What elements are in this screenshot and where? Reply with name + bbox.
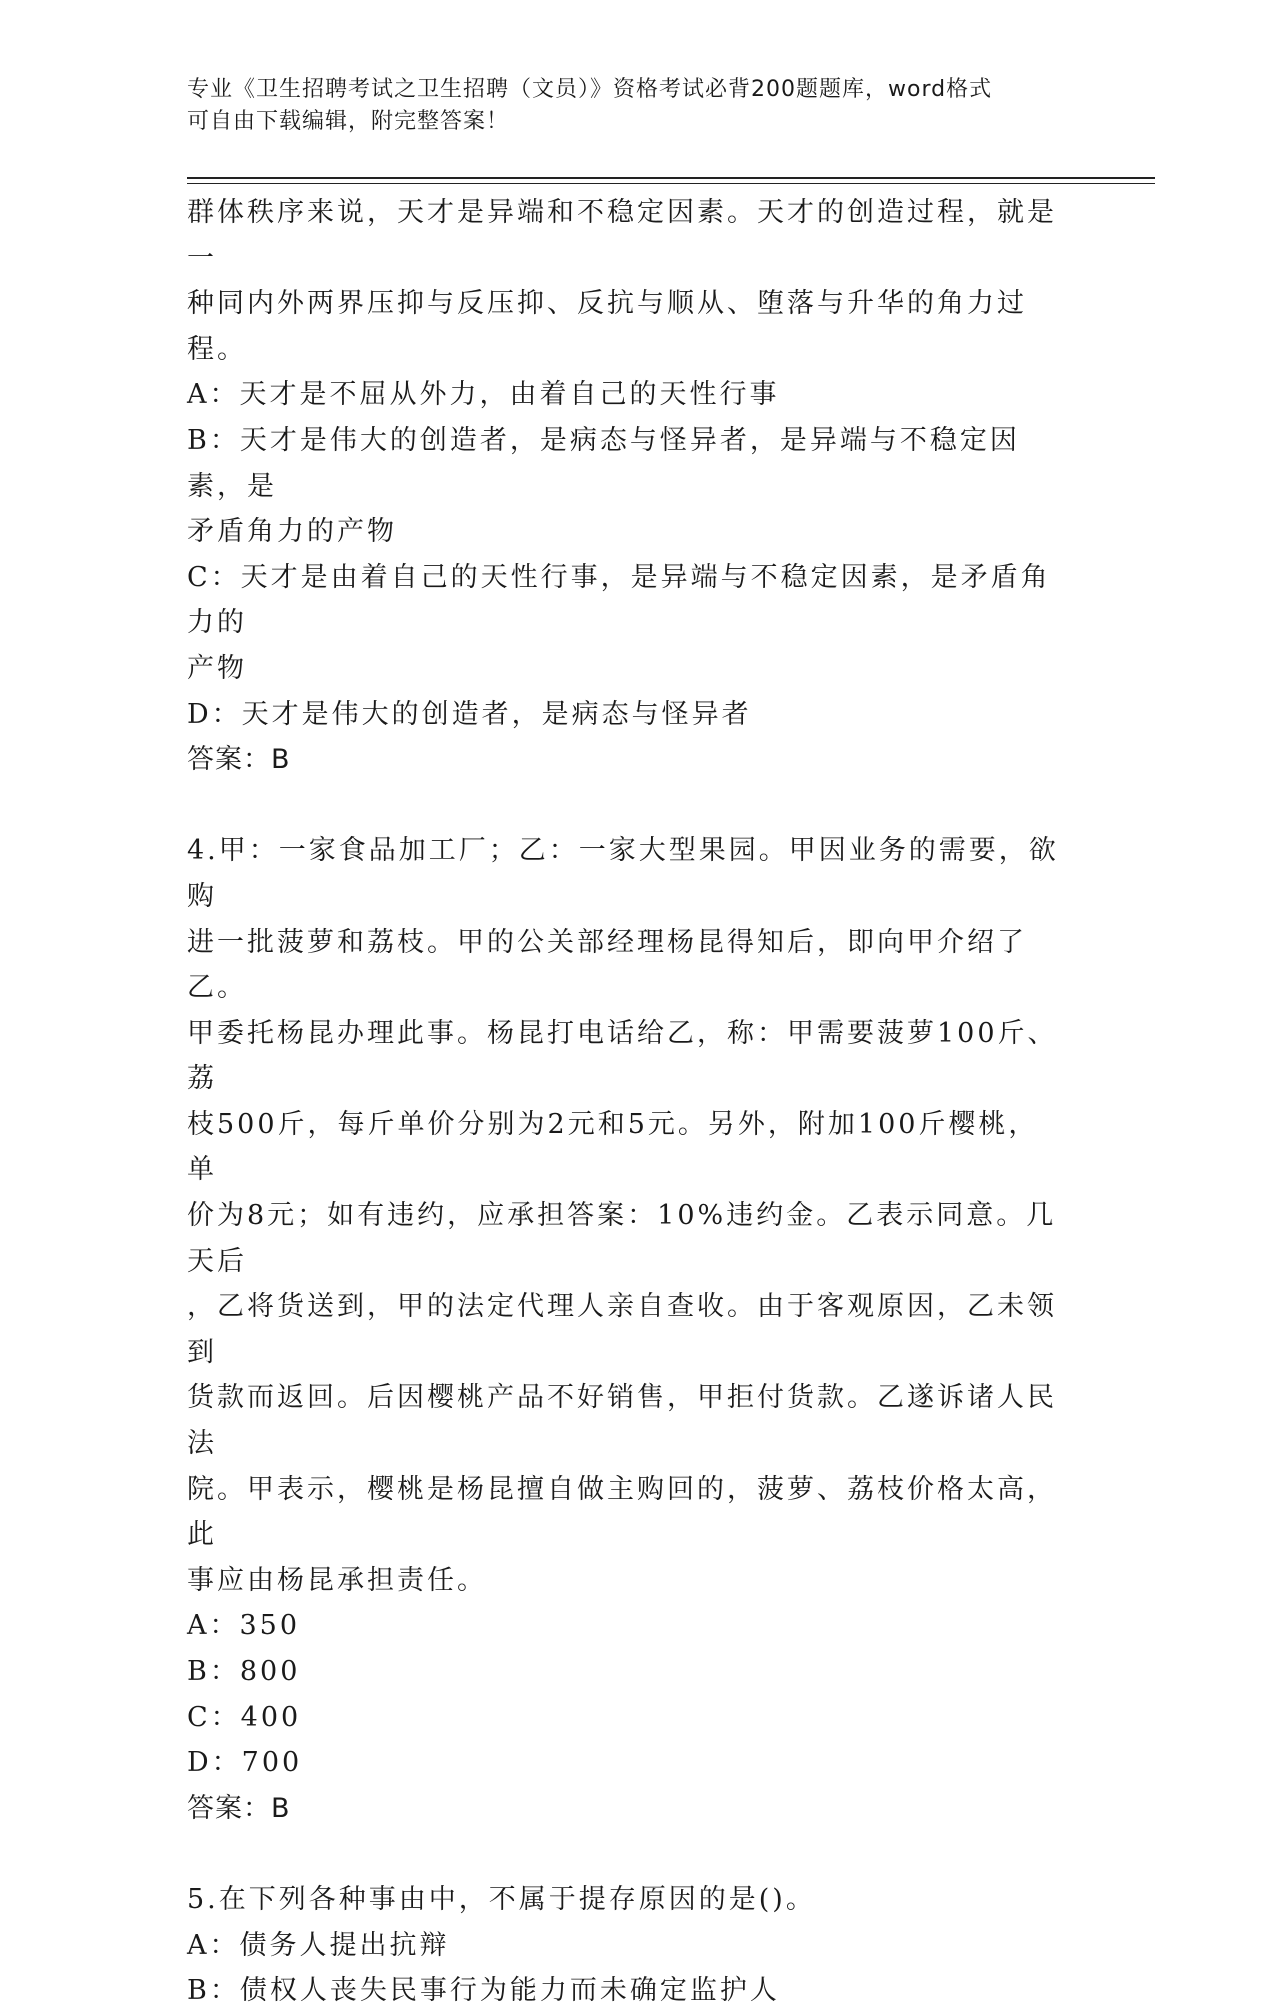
question-stem-line: 种同内外两界压抑与反压抑、反抗与顺从、堕落与升华的角力过程。 bbox=[187, 288, 1027, 365]
option-b-line-2: 矛盾角力的产物 bbox=[187, 516, 397, 548]
document-body bbox=[187, 190, 1067, 2014]
option-a: A：350 bbox=[187, 1610, 301, 1642]
spacer bbox=[187, 783, 1067, 829]
question-stem-line: 群体秩序来说，天才是异端和不稳定因素。天才的创造过程，就是一 bbox=[187, 197, 1057, 274]
header-line-1: 专业《卫生招聘考试之卫生招聘（文员）》资格考试必背200题题库，word格式 bbox=[187, 77, 993, 102]
question-5 bbox=[187, 1877, 1067, 2014]
spacer bbox=[187, 1831, 1067, 1877]
question-stem-line: 货款而返回。后因樱桃产品不好销售，甲拒付货款。乙遂诉诸人民法 bbox=[187, 1382, 1057, 1460]
question-stem-line: 4.甲：一家食品加工厂；乙：一家大型果园。甲因业务的需要，欲购 bbox=[187, 835, 1059, 912]
question-stem-line: 院。甲表示，樱桃是杨昆擅自做主购回的，菠萝、荔枝价格太高，此 bbox=[187, 1473, 1057, 1551]
option-b-line-1: B：天才是伟大的创造者，是病态与怪异者，是异端与不稳定因素，是 bbox=[187, 424, 1020, 502]
option-a: A：天才是不屈从外力，由着自己的天性行事 bbox=[187, 379, 780, 411]
option-d: D：700 bbox=[187, 1747, 303, 1779]
question-3 bbox=[187, 190, 1067, 783]
option-c-line-2: 产物 bbox=[187, 652, 247, 684]
question-stem-line: 5.在下列各种事由中，不属于提存原因的是()。 bbox=[187, 1883, 816, 1915]
page-header bbox=[187, 74, 1087, 138]
option-d: D：天才是伟大的创造者，是病态与怪异者 bbox=[187, 698, 752, 730]
option-c-line-1: C：天才是由着自己的天性行事，是异端与不稳定因素，是矛盾角力的 bbox=[187, 561, 1051, 639]
header-line-2: 可自由下载编辑，附完整答案！ bbox=[187, 109, 510, 134]
answer-line: 答案：B bbox=[187, 1792, 291, 1824]
option-a: A：债务人提出抗辩 bbox=[187, 1929, 450, 1961]
answer-line: 答案：B bbox=[187, 744, 291, 776]
question-stem-line: ，乙将货送到，甲的法定代理人亲自查收。由于客观原因，乙未领到 bbox=[187, 1291, 1057, 1368]
question-stem-line: 事应由杨昆承担责任。 bbox=[187, 1564, 487, 1596]
question-stem-line: 价为8元；如有违约，应承担答案：10%违约金。乙表示同意。几天后 bbox=[187, 1200, 1057, 1277]
option-b: B：800 bbox=[187, 1656, 301, 1687]
question-stem-line: 进一批菠萝和荔枝。甲的公关部经理杨昆得知后，即向甲介绍了乙。 bbox=[187, 926, 1027, 1004]
header-divider bbox=[187, 177, 1155, 184]
option-b: B：债权人丧失民事行为能力而未确定监护人 bbox=[187, 1975, 780, 2007]
question-stem-line: 枝500斤，每斤单价分别为2元和5元。另外，附加100斤樱桃，单 bbox=[187, 1108, 1039, 1186]
question-4 bbox=[187, 828, 1067, 1831]
question-stem-line: 甲委托杨昆办理此事。杨昆打电话给乙，称：甲需要菠萝100斤、荔 bbox=[187, 1017, 1058, 1095]
option-c: C：400 bbox=[187, 1701, 302, 1733]
